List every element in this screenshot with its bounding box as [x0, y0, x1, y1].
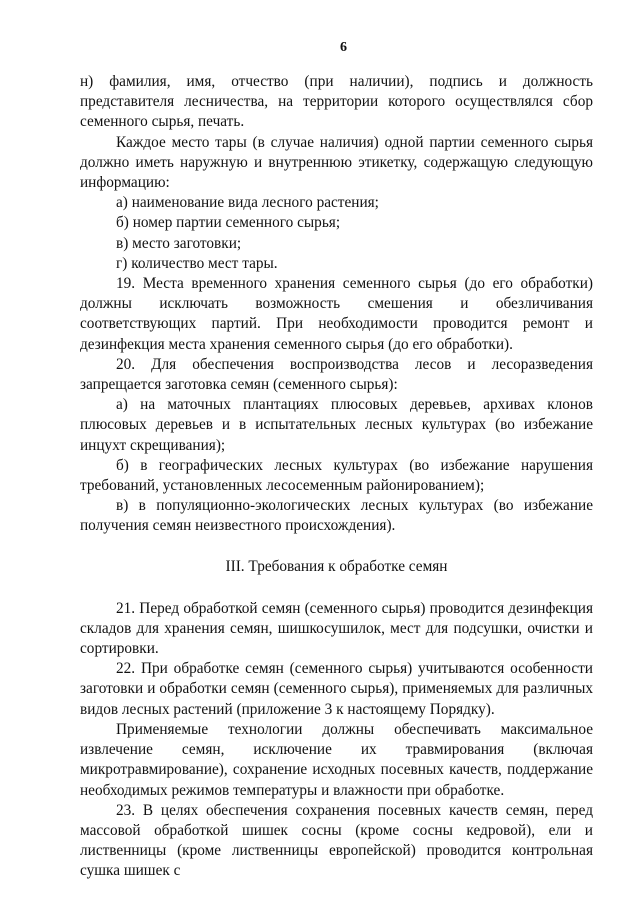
page-number: 6: [340, 40, 347, 55]
list-item-a-species: а) наименование вида лесного растения;: [116, 194, 379, 212]
section-heading: III. Требования к обработке семян: [225, 557, 448, 575]
list-item-g-quantity: г) количество мест тары.: [116, 254, 278, 272]
list-item-b-batch: б) номер партии семенного сырья;: [116, 214, 341, 232]
paragraph-20-b: б) в географических лесных культурах (во избежание нарушения требований, установленных лесосеменным районированием);: [80, 456, 593, 495]
paragraph-20-v: в) в популяционно-экологических лесных культурах (во избежание получения семян неизвестного происхождения).: [80, 497, 593, 535]
paragraph-technologies: Применяемые технологии должны обеспечивать максимальное извлечение семян, исключение их травмирования (включая микротравмирование), сохранение исходных посевных качеств, поддержание необходимых режимов температуры и влажности при обработке.: [80, 720, 593, 799]
paragraph-22: 22. При обработке семян (семенного сырья) учитываются особенности заготовки и обработки семян (семенного сырья), применяемых для различных видов лесных растений (приложение 3 к настоящему Порядку).: [80, 660, 593, 718]
paragraph-n-signature: н) фамилия, имя, отчество (при наличии), подпись и должность представителя лесничества, на территории которого осуществлялся сбор семенного сырья, печать.: [80, 73, 593, 131]
paragraph-20: 20. Для обеспечения воспроизводства лесов и лесоразведения запрещается заготовка семян (семенного сырья):: [80, 355, 593, 394]
paragraph-19: 19. Места временного хранения семенного сырья (до его обработки) должны исключать возможность смешения и обезличивания соответствующих партий. При необходимости проводится ремонт и дезинфекция места хранения семенного сырья (до его обработки).: [80, 275, 593, 353]
list-item-v-location: в) место заготовки;: [116, 234, 242, 252]
paragraph-23: 23. В целях обеспечения сохранения посевных качеств семян, перед массовой обработкой шишек сосны (кроме сосны кедровой), ели и лиственницы (кроме лиственницы европейской) проводится контрольная сушка шишек с: [80, 801, 593, 880]
paragraph-label-requirement: Каждое место тары (в случае наличия) одной партии семенного сырья должно иметь наружную и внутреннюю этикетку, содержащую следующую информацию:: [80, 133, 593, 192]
paragraph-20-a: а) на маточных плантациях плюсовых деревьев, архивах клонов плюсовых деревьев и в испытательных лесных культурах (во избежание инцухт скрещивания);: [80, 396, 593, 454]
paragraph-21: 21. Перед обработкой семян (семенного сырья) проводится дезинфекция складов для хранения семян, шишкосушилок, мест для подсушки, очистки и сортировки.: [80, 599, 593, 658]
